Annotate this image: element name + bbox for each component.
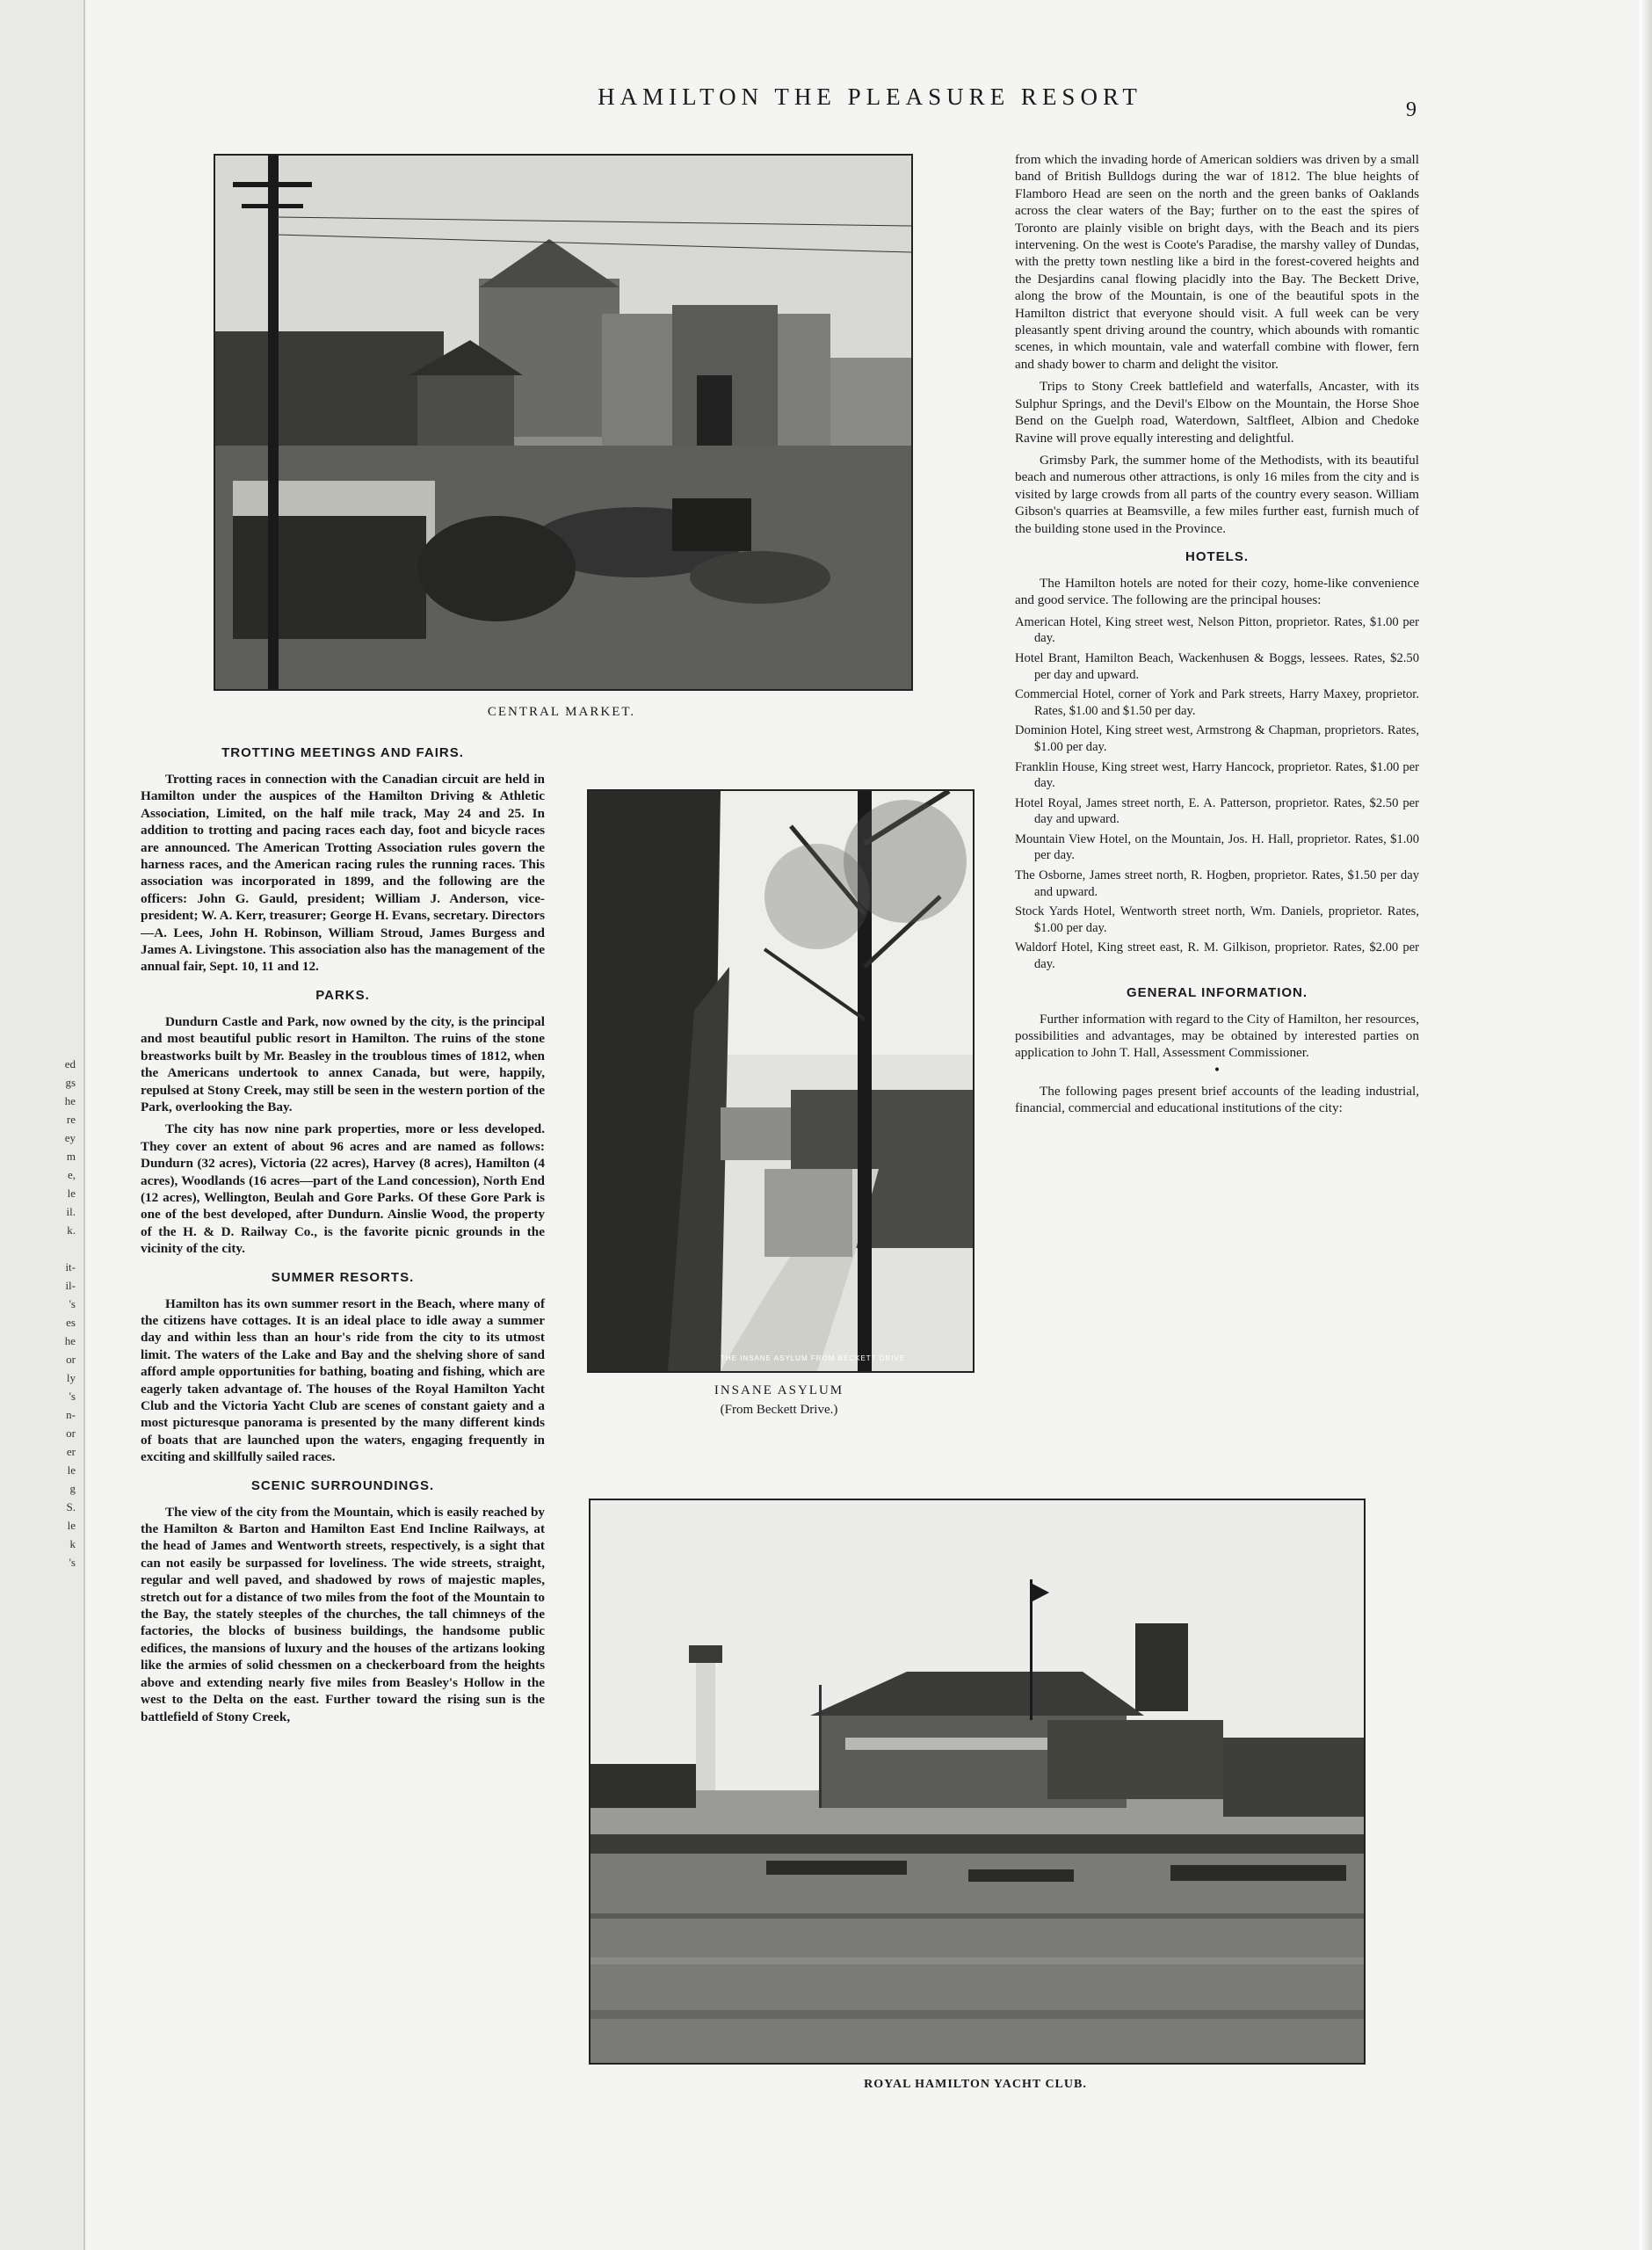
following-pages-text: The following pages present brief accounts of the leading industrial, financial, commercial and educational institutions of the city: <box>1015 1083 1419 1116</box>
right-column <box>1015 151 1419 1122</box>
bullet-mark: • <box>1213 1063 1221 1078</box>
previous-page-fragment: he <box>64 1094 76 1107</box>
running-head: HAMILTON THE PLEASURE RESORT <box>598 83 1142 110</box>
hotel-entry: Stock Yards Hotel, Wentworth street north, Wm. Daniels, proprietor. Rates, $1.00 per day. <box>1015 904 1419 935</box>
central-market-photo <box>214 154 913 691</box>
yacht-club-photo <box>589 1499 1366 2065</box>
previous-page-fragment: es <box>66 1316 76 1329</box>
previous-page-fragment: k. <box>67 1223 76 1237</box>
previous-page-fragment: il- <box>65 1279 76 1292</box>
previous-page-fragment: 's <box>69 1390 76 1403</box>
previous-page-fragment: ed <box>64 1057 76 1071</box>
previous-page-fragment <box>5 1239 76 1258</box>
left-column <box>141 745 545 1731</box>
previous-page-fragment: re <box>66 1113 76 1126</box>
previous-page-fragment: n- <box>66 1408 76 1421</box>
general-info-text: Further information with regard to the City of Hamilton, her resources, possibilities and advantages, may be obtained by interested parties on application to John T. Hall, Assessment Commissioner. <box>1015 1011 1419 1061</box>
parks-heading: PARKS. <box>315 987 370 1003</box>
hotel-entry: Mountain View Hotel, on the Mountain, Jos. H. Hall, proprietor. Rates, $1.00 per day. <box>1015 831 1419 863</box>
trotting-heading: TROTTING MEETINGS AND FAIRS. <box>221 745 464 760</box>
previous-page-fragment: 's <box>69 1556 76 1569</box>
previous-page-fragment: il. <box>66 1205 76 1218</box>
hotel-entry: Hotel Royal, James street north, E. A. Patterson, proprietor. Rates, $2.50 per day and upward. <box>1015 795 1419 827</box>
parks-text-2: The city has now nine park properties, more or less developed. They cover an extent of about 96 acres and are named as follows: Dundurn (32 acres), Victoria (22 acres), Harvey (8 acres), Hamilton (4 acres), Woodlands (16 acres—part of the Land concession), North End (12 acres), Wellington, Beulah and Gore Parks. Of these Gore Park is one of the best developed, after Dundurn. Ainslie Wood, the property of the H. & D. Railway Co., is the favorite picnic grounds in the vicinity of the city. <box>141 1121 545 1257</box>
insane-asylum-subcaption: (From Beckett Drive.) <box>720 1403 838 1417</box>
previous-page-fragment: ey <box>64 1131 76 1144</box>
hotel-entry: Waldorf Hotel, King street east, R. M. Gilkison, proprietor. Rates, $2.00 per day. <box>1015 940 1419 972</box>
previous-page-edge <box>0 0 85 2250</box>
previous-page-fragment: gs <box>65 1076 76 1089</box>
previous-page-fragment: k <box>69 1537 76 1550</box>
previous-page-fragment: m <box>66 1150 76 1163</box>
previous-page-fragments <box>5 1055 76 1571</box>
previous-page-fragment: er <box>66 1445 76 1458</box>
previous-page-fragment: e, <box>67 1168 76 1181</box>
page-edge-shadow <box>1640 0 1652 2250</box>
previous-page-fragment: he <box>64 1334 76 1347</box>
previous-page-fragment: ly <box>66 1371 76 1384</box>
hotel-entry: Franklin House, King street west, Harry Hancock, proprietor. Rates, $1.00 per day. <box>1015 759 1419 791</box>
insane-asylum-photo <box>587 789 975 1373</box>
hotel-entry: American Hotel, King street west, Nelson Pitton, proprietor. Rates, $1.00 per day. <box>1015 614 1419 646</box>
previous-page-fragment: g <box>69 1482 76 1495</box>
hotels-intro: The Hamilton hotels are noted for their cozy, home-like convenience and good service. The following are the principal houses: <box>1015 575 1419 608</box>
page-number: 9 <box>1406 98 1417 121</box>
previous-page-fragment: it- <box>65 1260 76 1274</box>
central-market-caption: CENTRAL MARKET. <box>487 705 636 719</box>
previous-page-fragment: S. <box>66 1500 76 1513</box>
hotel-entry: The Osborne, James street north, R. Hogben, proprietor. Rates, $1.50 per day and upward. <box>1015 868 1419 899</box>
trotting-text: Trotting races in connection with the Canadian circuit are held in Hamilton under the auspices of the Hamilton Driving & Athletic Association, Limited, on the half mile track, May 24 and 25. In addition to trotting and pacing races each day, foot and bicycle races are announced. The American Trotting Association rules govern the harness races, and the American racing rules the running races. This association was incorporated in 1899, and the following are the officers: John G. Gauld, president; William J. Anderson, vice-president; W. A. Kerr, treasurer; George H. Evans, secretary. Directors—A. Lees, John H. Robinson, William Stroud, James Burgess and James A. Livingstone. This association also has the management of the annual fair, Sept. 10, 11 and 12. <box>141 772 545 975</box>
summer-resorts-heading: SUMMER RESORTS. <box>271 1269 415 1285</box>
previous-page-fragment: 's <box>69 1297 76 1310</box>
hotel-entry: Hotel Brant, Hamilton Beach, Wackenhusen & Boggs, lessees. Rates, $2.50 per day and upward. <box>1015 650 1419 682</box>
trips-text: Trips to Stony Creek battlefield and waterfalls, Ancaster, with its Sulphur Springs, and the Devil's Elbow on the Mountain, the Horse Shoe Bend on the Guelph road, Waterdown, Saltfleet, Albion and Chedoke Ravine will prove equally interesting and delightful. <box>1015 379 1419 446</box>
scenic-continued-text: from which the invading horde of American soldiers was driven by a small band of British Bulldogs during the war of 1812. The blue heights of Flamboro Head are seen on the north and the green banks of Oaklands across the clear waters of the Bay; further on to the east the spires of Toronto are plainly visible on bright days, with the Beach and its piers intervening. On the west is Coote's Paradise, the marshy valley of Dundas, with the pretty town nestling like a bird in the forest-covered heights and the Desjardins canal flowing placidly into the Bay. The Beckett Drive, along the brow of the Mountain, is one of the beautiful spots in the Hamilton district that everyone should visit. A full week can be very pleasantly spent driving around the country, which abounds with romantic scenes, in which mountain, vale and waterfall combine with flower, fern and shady bower to charm and delight the visitor. <box>1015 152 1419 372</box>
hotel-entry: Commercial Hotel, corner of York and Park streets, Harry Maxey, proprietor. Rates, $1.00 and $1.50 per day. <box>1015 687 1419 718</box>
previous-page-fragment: le <box>67 1187 76 1200</box>
hotel-entry: Dominion Hotel, King street west, Armstrong & Chapman, proprietors. Rates, $1.00 per day. <box>1015 723 1419 754</box>
previous-page-fragment: le <box>67 1463 76 1477</box>
previous-page-fragment: le <box>67 1519 76 1532</box>
previous-page-fragment: or <box>66 1426 76 1440</box>
scenic-heading: SCENIC SURROUNDINGS. <box>250 1477 435 1493</box>
parks-text-1: Dundurn Castle and Park, now owned by the city, is the principal and most beautiful public resort in Hamilton. The ruins of the stone breastworks built by Mr. Beasley in the troublous times of 1812, when the Americans undertook to annex Canada, but were, happily, repulsed at Stony Creek, may still be seen in the western portion of the Park, overlooking the Bay. <box>141 1013 545 1114</box>
previous-page-fragment: or <box>66 1353 76 1366</box>
grimsby-text: Grimsby Park, the summer home of the Methodists, with its beautiful beach and numerous other attractions, is only 16 miles from the city and is visited by large crowds from all parts of the country every season. William Gibson's quarries at Beamsville, a few miles further east, furnish much of the building stone used in the Province. <box>1015 452 1419 536</box>
hotels-list <box>1015 614 1419 973</box>
hotels-heading: HOTELS. <box>1185 548 1249 564</box>
summer-resorts-text: Hamilton has its own summer resort in the Beach, where many of the citizens have cottages. It is an ideal place to idle away a summer day and within less than an hour's ride from the city to its utmost limit. The waters of the Lake and Bay and the shelving shore of sand afford ample opportunities for bathing, boating and fishing, which are eagerly taken advantage of. The houses of the Royal Hamilton Yacht Club and the Victoria Yacht Club are scenes of constant gaiety and a most picturesque panorama is presented by the many different kinds of boats that are launched upon the waters, engaging frequently in exciting and skillfully sailed races. <box>141 1296 545 1465</box>
scenic-text: The view of the city from the Mountain, which is easily reached by the Hamilton & Barton and Hamilton East End Incline Railways, at the head of James and Wentworth streets, respectively, is a sight that can not easily be surpassed for loveliness. The wide streets, straight, regular and well paved, and shadowed by rows of majestic maples, stretch out for a distance of two miles from the foot of the Mountain to the Bay, the stately steeples of the churches, the tall chimneys of the factories, the blocks of business buildings, the handsome public edifices, the mansions of luxury and the houses of the artizans looking like the armies of solid chessmen on a checkerboard from the heights above and extending nearly five miles from Beasley's Hollow in the west to the Delta on the east. Further toward the rising sun is the battlefield of Stony Creek, <box>141 1504 545 1724</box>
general-info-heading: GENERAL INFORMATION. <box>1126 984 1308 1000</box>
yacht-club-caption: ROYAL HAMILTON YACHT CLUB. <box>864 2078 1087 2091</box>
asylum-photo-inset-label: THE INSANE ASYLUM FROM BECKETT DRIVE <box>721 1354 906 1362</box>
insane-asylum-caption: INSANE ASYLUM <box>714 1383 844 1397</box>
